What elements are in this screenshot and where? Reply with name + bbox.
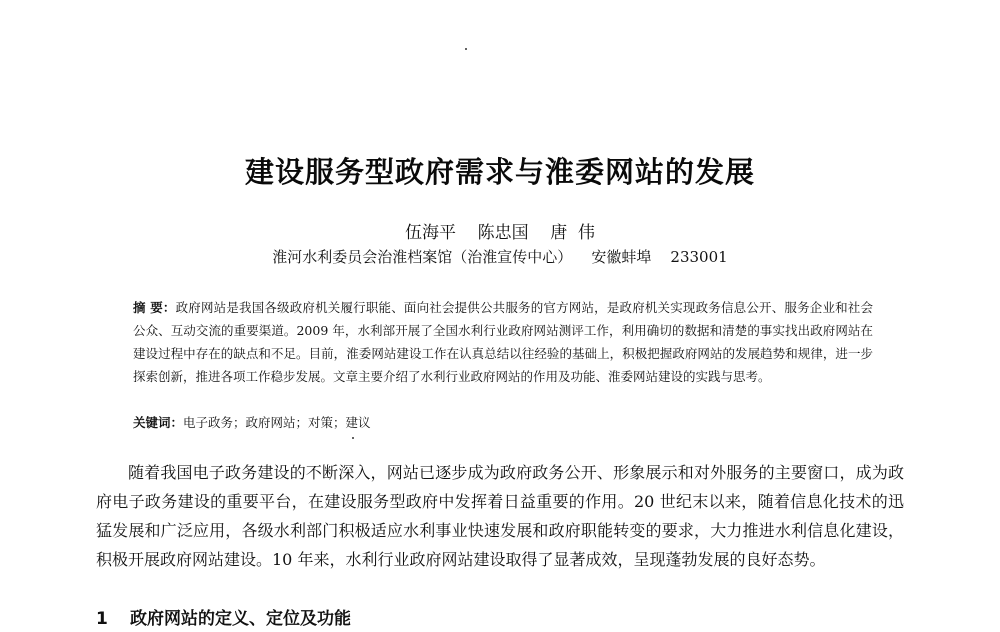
section-title: 政府网站的定义、定位及功能 [130, 609, 351, 629]
abstract-block [133, 296, 873, 388]
section-heading [96, 604, 351, 629]
intro-paragraph: 随着我国电子政务建设的不断深入，网站已逐步成为政府政务公开、形象展示和对外服务的主要窗口，成为政府电子政务建设的重要平台，在建设服务型政府中发挥着日益重要的作用。20 世纪末以来，随着信息化技术的迅猛发展和广泛应用，各级水利部门积极适应水利事业快速发展和政府职能转变的要求，大力推进水利信息化建设，积极开展政府网站建设。10 年来，水利行业政府网站建设取得了显著成效，呈现蓬勃发展的良好态势。 [96, 463, 904, 569]
abstract-text: 政府网站是我国各级政府机关履行职能、面向社会提供公共服务的官方网站，是政府机关实现政务信息公开、服务企业和社会公众、互动交流的重要渠道。2009 年，水利部开展了全国水利行业政府网站测评工作，利用确切的数据和清楚的事实找出政府网站在建设过程中存在的缺点和不足。目前，淮委网站建设工作在认真总结以往经验的基础上，积极把握政府网站的发展趋势和规律，进一步探索创新，推进各项工作稳步发展。文章主要介绍了水利行业政府网站的作用及功能、淮委网站建设的实践与思考。 [133, 300, 873, 384]
section-number: 1 [96, 609, 108, 629]
author-affiliation: 淮河水利委员会治淮档案馆（治淮宣传中心） 安徽蚌埠 233001 [272, 248, 728, 266]
keywords-text: 电子政务；政府网站；对策；建议 [183, 415, 371, 430]
abstract-label: 摘 要： [133, 300, 176, 315]
scan-speck [465, 48, 467, 50]
author-names: 伍海平 陈忠国 唐 伟 [404, 223, 596, 243]
keywords-block [133, 411, 873, 434]
paper-title: 建设服务型政府需求与淮委网站的发展 [244, 155, 755, 189]
scan-speck [352, 437, 354, 439]
keywords-label: 关键词： [133, 415, 184, 430]
